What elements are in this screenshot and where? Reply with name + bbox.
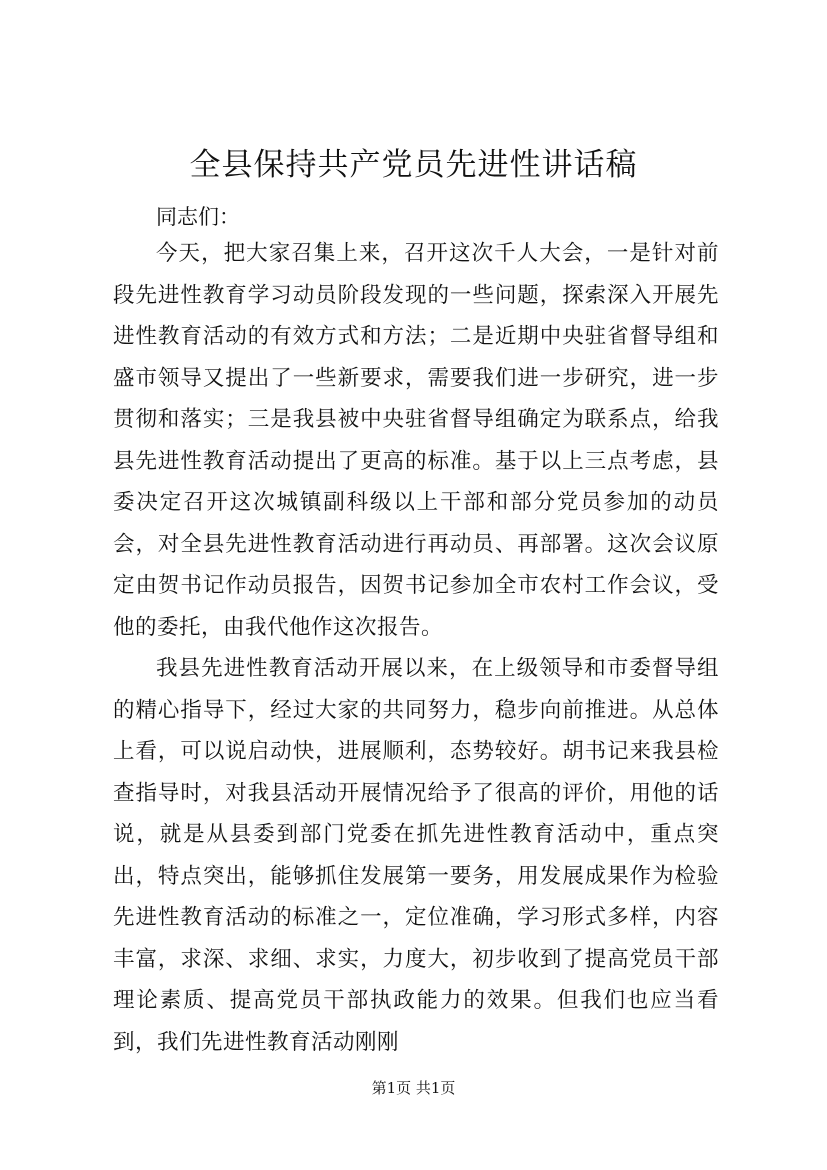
paragraph: 我县先进性教育活动开展以来，在上级领导和市委督导组的精心指导下，经过大家的共同努力，稳步向前推进。从总体上看，可以说启动快，进展顺利，态势较好。胡书记来我县检查指导时，对我县活动开展情况给予了很高的评价，用他的话说，就是从县委到部门党委在抓先进性教育活动中，重点突出，特点突出，能够抓住发展第一要务，用发展成果作为检验先进性教育活动的标准之一，定位准确，学习形式多样，内容丰富，求深、求细、求实，力度大，初步收到了提高党员干部理论素质、提高党员干部执政能力的效果。但我们也应当看到，我们先进性教育活动刚刚 <box>113 656 719 1055</box>
page-footer: 第1页 共1页 <box>371 1079 456 1097</box>
salutation: 同志们： <box>156 205 240 229</box>
paragraph: 今天，把大家召集上来，召开这次千人大会，一是针对前段先进性教育学习动员阶段发现的一些问题，探索深入开展先进性教育活动的有效方式和方法；二是近期中央驻省督导组和盛市领导又提出了一些新要求，需要我们进一步研究，进一步贯彻和落实；三是我县被中央驻省督导组确定为联系点，给我县先进性教育活动提出了更高的标准。基于以上三点考虑，县委决定召开这次城镇副科级以上干部和部分党员参加的动员会，对全县先进性教育活动进行再动员、再部署。这次会议原定由贺书记作动员报告，因贺书记参加全市农村工作会议，受他的委托，由我代他作这次报告。 <box>113 241 719 640</box>
document-title: 全县保持共产党员先进性讲话稿 <box>189 147 638 183</box>
document-body <box>113 233 719 1063</box>
